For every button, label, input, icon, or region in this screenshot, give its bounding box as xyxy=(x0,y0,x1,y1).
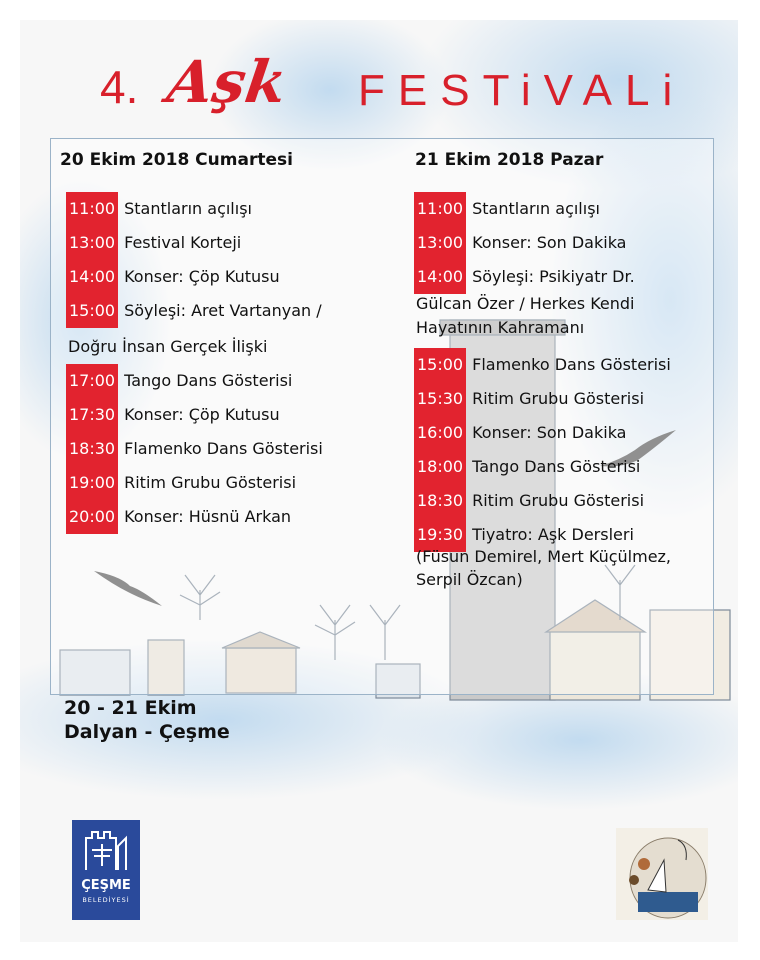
castle-icon xyxy=(72,820,140,876)
event-time: 20:00 xyxy=(66,500,118,534)
event-label-continued: Doğru İnsan Gerçek İlişki xyxy=(68,337,268,356)
logo-sub: BELEDİYESİ xyxy=(82,896,130,904)
event-time: 17:00 xyxy=(66,364,118,398)
event-time: 15:30 xyxy=(414,382,466,416)
sponsor-emblem-icon xyxy=(608,820,713,925)
day1-event xyxy=(66,192,252,226)
event-label: Stantların açılışı xyxy=(472,199,600,218)
footer-dates: 20 - 21 Ekim xyxy=(64,697,197,719)
day2-event xyxy=(414,348,671,382)
title-number: 4. xyxy=(100,61,139,113)
event-time: 14:00 xyxy=(414,260,466,294)
event-label: Festival Korteji xyxy=(124,233,242,252)
event-label: Ritim Grubu Gösterisi xyxy=(124,473,297,492)
day1-event xyxy=(66,398,280,432)
festival-title xyxy=(20,48,738,128)
day1-event xyxy=(66,432,323,466)
event-label: Tango Dans Gösterisi xyxy=(472,457,641,476)
event-time: 11:00 xyxy=(66,192,118,226)
day2-event xyxy=(414,260,635,294)
day2-event xyxy=(414,450,640,484)
event-label: Söyleşi: Psikiyatr Dr. xyxy=(472,267,635,286)
logo-name: ÇEŞME xyxy=(81,878,131,893)
event-time: 14:00 xyxy=(66,260,118,294)
event-time: 16:00 xyxy=(414,416,466,450)
cesme-municipality-logo xyxy=(72,820,140,920)
event-time: 15:00 xyxy=(414,348,466,382)
event-label: Konser: Çöp Kutusu xyxy=(124,267,280,286)
day1-heading: 20 Ekim 2018 Cumartesi xyxy=(60,150,293,170)
event-time: 11:00 xyxy=(414,192,466,226)
event-label: Tango Dans Gösterisi xyxy=(124,371,293,390)
event-label: Tiyatro: Aşk Dersleri xyxy=(472,525,634,544)
day1-event xyxy=(66,500,291,534)
day2-event xyxy=(414,484,644,518)
event-time: 19:30 xyxy=(414,518,466,552)
event-time: 18:00 xyxy=(414,450,466,484)
event-time: 18:30 xyxy=(414,484,466,518)
poster xyxy=(20,20,738,942)
event-label-continued: Gülcan Özer / Herkes Kendi xyxy=(416,294,635,313)
day1-event xyxy=(66,364,292,398)
event-dates xyxy=(64,696,230,744)
event-label: Flamenko Dans Gösterisi xyxy=(124,439,323,458)
event-label: Konser: Son Dakika xyxy=(472,233,627,252)
day2-event xyxy=(414,416,626,450)
day2-heading: 21 Ekim 2018 Pazar xyxy=(415,150,604,170)
event-label: Ritim Grubu Gösterisi xyxy=(472,389,645,408)
event-label-continued: Hayatının Kahramanı xyxy=(416,318,585,337)
day1-event xyxy=(66,260,280,294)
title-ask: Aşk xyxy=(163,48,291,116)
event-time: 18:30 xyxy=(66,432,118,466)
day2-event xyxy=(414,382,644,416)
event-time: 13:00 xyxy=(414,226,466,260)
footer-place: Dalyan - Çeşme xyxy=(64,721,230,743)
event-label: Stantların açılışı xyxy=(124,199,252,218)
day1-event xyxy=(66,466,296,500)
event-time: 19:00 xyxy=(66,466,118,500)
event-time: 15:00 xyxy=(66,294,118,328)
event-label: Konser: Çöp Kutusu xyxy=(124,405,280,424)
title-festival: FESTiVALi xyxy=(358,66,686,115)
event-label: Ritim Grubu Gösterisi xyxy=(472,491,645,510)
day2-event xyxy=(414,226,626,260)
day1-event xyxy=(66,294,322,328)
event-label-continued: (Füsun Demirel, Mert Küçülmez, xyxy=(416,547,672,566)
event-label: Flamenko Dans Gösterisi xyxy=(472,355,671,374)
day2-event xyxy=(414,192,600,226)
event-label-continued: Serpil Özcan) xyxy=(416,570,523,589)
day1-event xyxy=(66,226,241,260)
event-label: Konser: Hüsnü Arkan xyxy=(124,507,292,526)
event-time: 13:00 xyxy=(66,226,118,260)
event-label: Konser: Son Dakika xyxy=(472,423,627,442)
event-label: Söyleşi: Aret Vartanyan / xyxy=(124,301,322,320)
event-time: 17:30 xyxy=(66,398,118,432)
